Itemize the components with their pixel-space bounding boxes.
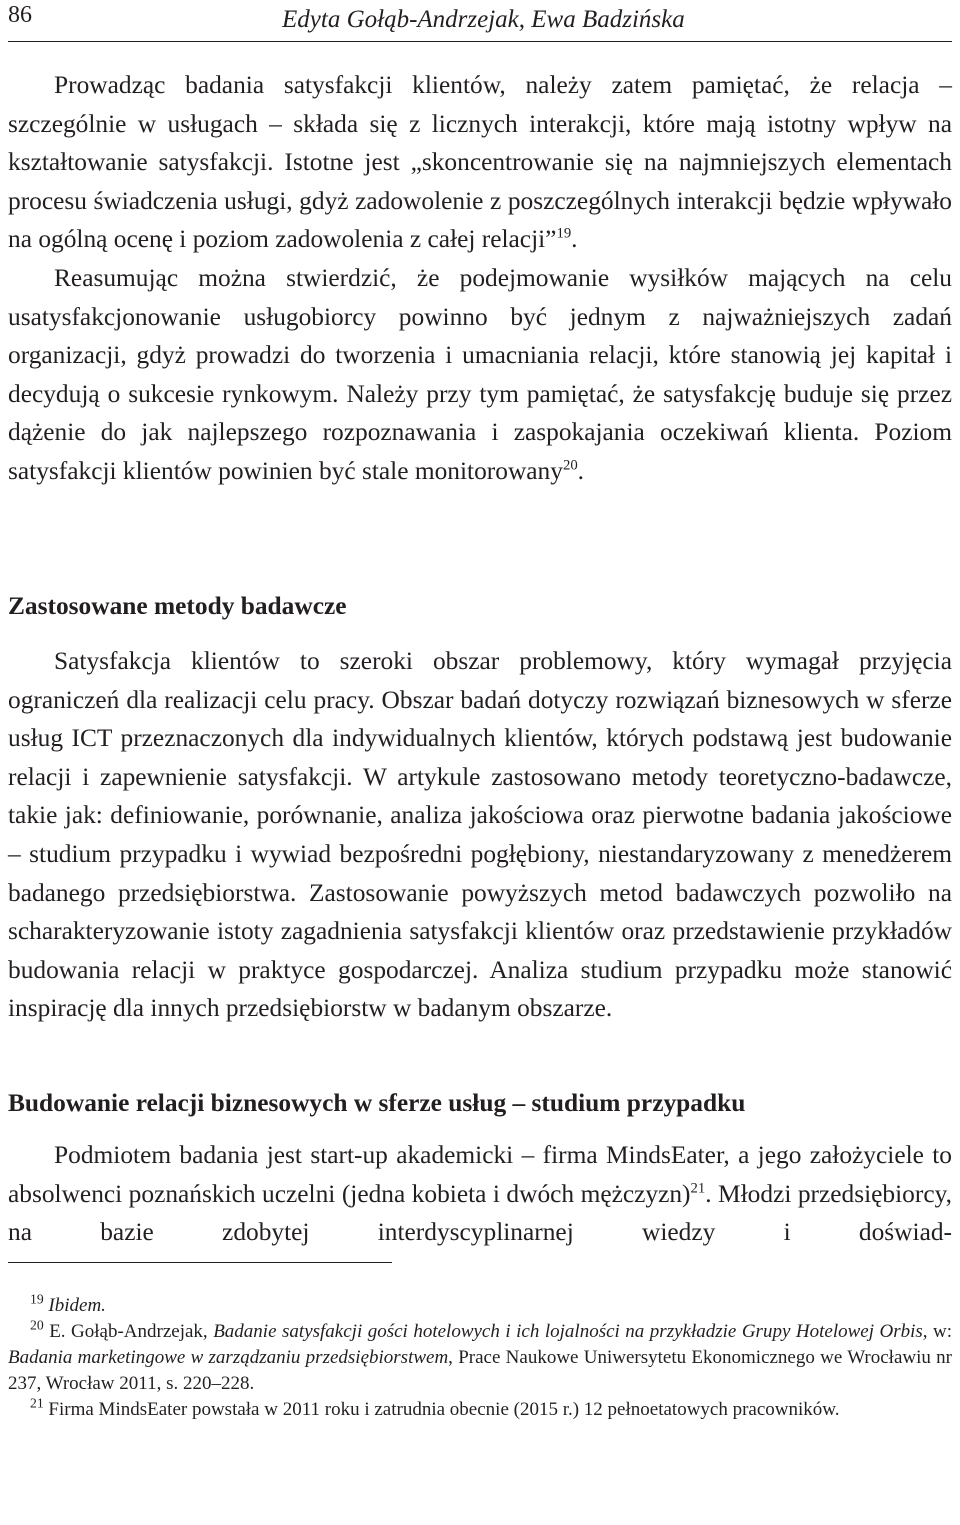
- paragraph-methods: Satysfakcja klientów to szeroki obszar problemowy, który wymagał przyjęcia ograniczeń dla realizacji celu pracy. Obszar badań dotyczy rozwiązań biznesowych w sferze usług ICT przeznaczonych dla indywidualnych klientów, których podstawą jest budowanie relacji i zapewnienie satysfakcji. W artykule zastosowano metody teoretyczno-badawcze, takie jak: definiowanie, porównanie, analiza jakościowa oraz pierwotne badania jakościowe – studium przypadku i wywiad bezpośredni pogłębiony, niestandaryzowany z menedżerem badanego przedsiębiorstwa. Zastosowanie powyższych metod badawczych pozwoliło na scharakteryzowanie istoty zagadnienia satysfakcji klientów oraz przedstawienie przykładów budowania relacji w praktyce gospodarczej. Analiza studium przypadku może stanowić inspirację dla innych przedsiębiorstw w badanym obszarze.: [8, 647, 952, 1023]
- section-heading-methods: Zastosowane metody badawcze: [8, 592, 347, 620]
- running-head-authors: Edyta Gołąb-Andrzejak, Ewa Badzińska: [282, 6, 685, 33]
- footnote-ref-21: 21: [690, 1180, 706, 1197]
- section-heading-case-study: Budowanie relacji biznesowych w sferze usług – studium przypadku: [8, 1089, 746, 1117]
- body-text-top: [8, 66, 952, 491]
- footnote-21: $^{21}$ Firma MindsEater powstała w 2011 roku i zatrudnia obecnie (2015 r.) 12 pełnoetatowych pracowników.: [30, 1395, 840, 1420]
- body-text-case-study: [8, 1136, 952, 1252]
- page-number: 86: [8, 2, 32, 28]
- page-header: [0, 0, 960, 44]
- footnote-19: $^{19}$ Ibidem.: [30, 1291, 106, 1316]
- paragraph-case-study: Podmiotem badania jest start-up akademicki – firma MindsEater, a jego założyciele to absolwenci poznańskich uczelni (jedna kobieta i dwóch mężczyzn)$^{21}$. Młodzi przedsiębiorcy, na bazie zdobytej interdyscyplinarnej wiedzy i doświad-: [8, 1141, 952, 1247]
- body-text-methods: [8, 642, 952, 1028]
- footnote-ref-19: 19: [556, 225, 572, 242]
- footnote-ref-20: 20: [562, 457, 578, 474]
- footnotes: [8, 1267, 952, 1423]
- paragraph-summary: Reasumując można stwierdzić, że podejmowanie wysiłków mających na celu usatysfakcjonowanie usługobiorcy powinno być jednym z najważniejszych zadań organizacji, gdyż prowadzi do tworzenia i umacniania relacji, które stanowią jej kapitał i decydują o sukcesie rynkowym. Należy przy tym pamiętać, że satysfakcję buduje się przez dążenie do jak najlepszego rozpoznawania i zaspokajania oczekiwań klienta. Poziom satysfakcji klientów powinien być stale monitorowany$^{20}$.: [8, 263, 952, 485]
- paragraph-satisfaction-relation: Prowadząc badania satysfakcji klientów, należy zatem pamiętać, że relacja – szczególnie w usługach – składa się z licznych interakcji, które mają istotny wpływ na kształtowanie satysfakcji. Istotne jest „skoncentrowanie się na najmniejszych elementach procesu świadczenia usługi, gdyż zadowolenie z poszczególnych interakcji będzie wpływało na ogólną ocenę i poziom zadowolenia z całej relacji”$^{19}$.: [8, 71, 952, 254]
- footnote-separator: [8, 1262, 392, 1263]
- header-rule: [8, 41, 952, 42]
- footnote-20: $^{20}$ E. Gołąb-Andrzejak, Badanie satysfakcji gości hotelowych i ich lojalności na przykładzie Grupy Hotelowej Orbis, w: Badania marketingowe w zarządzaniu przedsiębiorstwem, Prace Naukowe Uniwersytetu Ekonomicznego we Wrocławiu nr 237, Wrocław 2011, s. 220–228.: [8, 1317, 953, 1394]
